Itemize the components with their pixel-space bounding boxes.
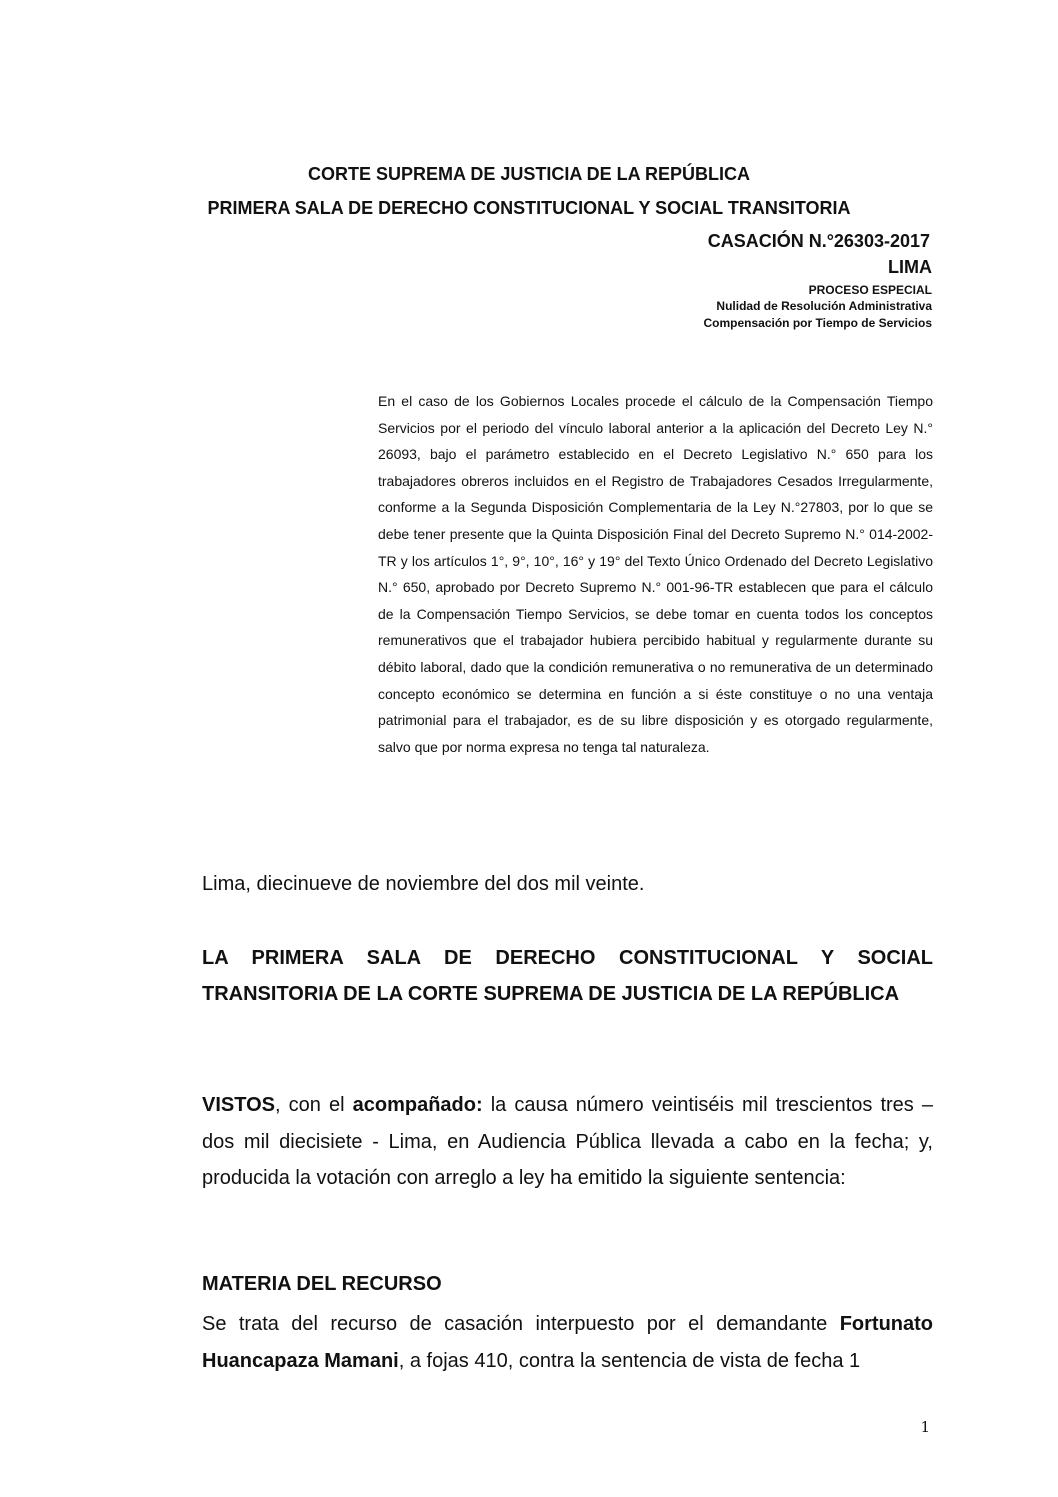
case-city: LIMA <box>888 257 932 277</box>
vistos-lead: VISTOS <box>202 1094 275 1116</box>
chamber-heading: LA PRIMERA SALA DE DERECHO CONSTITUCIONAL Y SOCIAL TRANSITORIA DE LA CORTE SUPREMA DE JUSTICIA DE LA REPÚBLICA <box>202 947 933 1005</box>
court-name: CORTE SUPREMA DE JUSTICIA DE LA REPÚBLICA <box>307 164 751 184</box>
vistos-text-1: , con el <box>275 1094 353 1116</box>
case-subject-1: Nulidad de Resolución Administrativa <box>716 299 932 313</box>
process-type: PROCESO ESPECIAL <box>808 283 932 297</box>
materia-heading: MATERIA DEL RECURSO <box>202 1273 442 1295</box>
materia-text-2: , a fojas 410, contra la sentencia de vista de fecha 1 <box>398 1350 861 1372</box>
case-subject-2: Compensación por Tiempo de Servicios <box>703 316 932 330</box>
date-line: Lima, diecinueve de noviembre del dos mil veinte. <box>202 873 645 895</box>
case-summary: En el caso de los Gobiernos Locales procede el cálculo de la Compensación Tiempo Servicios por el periodo del vínculo laboral anterior a la aplicación del Decreto Ley N.° 26093, bajo el parámetro establecido en el Decreto Legislativo N.° 650 para los trabajadores obreros incluidos en el Registro de Trabajadores Cesados Irregularmente, conforme a la Segunda Disposición Complementaria de la Ley N.°27803, por lo que se debe tener presente que la Quinta Disposición Final del Decreto Supremo N.° 014-2002-TR y los artículos 1°, 9°, 10°, 16° y 19° del Texto Único Ordenado del Decreto Legislativo N.° 650, aprobado por Decreto Supremo N.° 001-96-TR establecen que para el cálculo de la Compensación Tiempo Servicios, se debe tomar en cuenta todos los conceptos remunerativos que el trabajador hubiera percibido habitual y regularmente durante su débito laboral, dado que la condición remunerativa o no remunerativa de un determinado concepto económico se determina en función a si éste constituye o no una ventaja patrimonial para el trabajador, es de su libre disposición y es otorgado regularmente, salvo que por norma expresa no tenga tal naturaleza. <box>378 393 933 755</box>
vistos-text-2: la causa número veintiséis mil trescientos tres – dos mil diecisiete - Lima, en Audiencia Pública llevada a cabo en la fecha; y, producida la votación con arreglo a ley ha emitido la siguiente sentencia: <box>202 1094 933 1189</box>
chamber-name: PRIMERA SALA DE DERECHO CONSTITUCIONAL Y SOCIAL TRANSITORIA <box>207 198 851 218</box>
page-number: 1 <box>920 1418 930 1436</box>
plaintiff-name: Fortunato Huancapaza Mamani <box>202 1313 933 1372</box>
vistos-paragraph <box>202 1087 933 1197</box>
materia-text-1: Se trata del recurso de casación interpuesto por el demandante <box>202 1313 840 1335</box>
case-number: CASACIÓN N.°26303-2017 <box>707 231 930 251</box>
vistos-accompanied: acompañado: <box>352 1094 483 1116</box>
materia-paragraph <box>202 1306 933 1380</box>
